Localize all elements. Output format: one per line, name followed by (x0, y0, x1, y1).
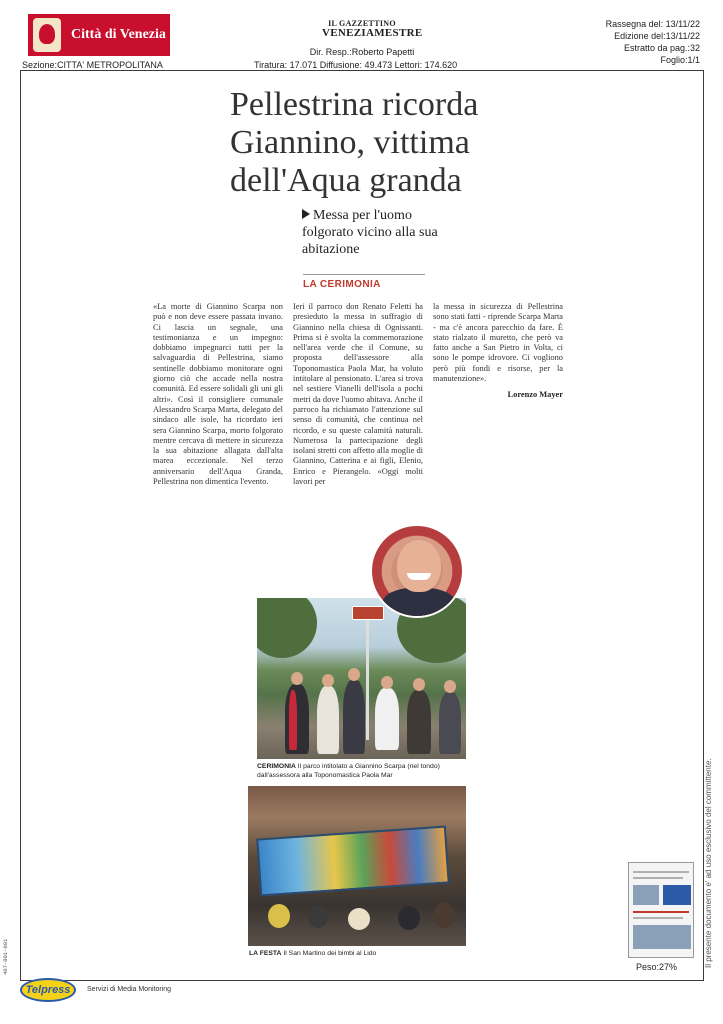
thumb-image (663, 885, 691, 905)
clipping-header (22, 10, 702, 72)
article-headline: Pellestrina ricorda Giannino, vittima dell'Aqua granda (230, 86, 479, 199)
person-head (444, 680, 456, 693)
section-label: Sezione:CITTA' METROPOLITANA (22, 60, 163, 70)
person-head (322, 674, 334, 687)
person-head (381, 676, 393, 689)
tree-shape (257, 598, 317, 658)
subhead-text: Messa per l'uomo folgorato vicino alla sua abitazione (302, 208, 438, 257)
telpress-text: Telpress (25, 984, 71, 996)
person-figure (317, 686, 339, 754)
logo-text: Città di Venezia (71, 27, 166, 42)
peso-value: Peso:27% (636, 962, 678, 972)
circulation-line: Tiratura: 17.071 Diffusione: 49.473 Lettori: 174.620 (254, 60, 458, 70)
person-figure (407, 690, 431, 754)
article-author: Lorenzo Mayer (507, 390, 563, 399)
person-figure (343, 680, 365, 754)
child-figure (434, 902, 454, 928)
publication-line-2: VENEZIAMESTRE (322, 27, 423, 39)
thumb-line (633, 917, 683, 919)
caption-text: Il parco intitolato a Giannino Scarpa (nel tondo) dall'assessora alla Toponomastica Paola Mar (257, 763, 440, 779)
caption-label: CERIMONIA (257, 763, 296, 770)
thumb-line (633, 871, 689, 873)
caption-text: Il San Martino dei bimbi al Lido (283, 950, 377, 957)
person-head (348, 668, 360, 681)
publication-name (322, 19, 423, 39)
triangle-bullet-icon (302, 209, 310, 219)
child-figure (268, 904, 290, 928)
sash-figure (289, 690, 297, 750)
article-column-1: «La morte di Giannino Scarpa non può e non deve essere passata invano. Ci lascia un segnale, una testimonianza e un impegno: dobbiamo impegnarci tutti per la salvaguardia di Pellestrina, siamo sentinelle dobbiamo monitorare ogni giorno ciò che accade nella nostra comunità. Ed essere solidali gli uni gli altri». Così il consigliere comunale Alessandro Scarpa Marta, delegato del sindaco alle isole, ha ricordato ieri sera Giannino Scarpa, morto folgorato mentre cercava di mettere in sicurezza la sua abitazione allagata dall'alta marea eccezionale. Nel terzo anniversario dell'Aqua Granda, Pellestrina non dimentica l'evento. (153, 302, 283, 487)
page-thumbnail (628, 862, 694, 958)
ceremony-caption (257, 762, 467, 780)
rassegna-date: Rassegna del: 13/11/22 (605, 19, 700, 29)
article-subhead (302, 207, 462, 258)
person-head (291, 672, 303, 685)
giannino-portrait-inset (370, 524, 464, 618)
article-column-2: Ieri il parroco don Renato Feletti ha presieduto la messa in suffragio di Giannino nella chiesa di Ognissanti. Prima si è svolta la commemorazione nell'area verde che il Comune, su proposta dell'assessore alla Toponomastica Paola Mar, ha voluto intitolare al pensionato. L'area si trova nel sestiere Vianelli dell'isola a pochi metri da dove l'uomo abitava. Anche il parroco ha richiamato l'attenzione sul senso di comunità, che continua nel ricordo, e su queste calamità naturali. Numerosa la partecipazione degli isolani stretti con affetto alla moglie di Giannino, Catterina e ai figli, Elenio, Enrico e Pierangelo. «Oggi molti lavori per (293, 302, 423, 487)
child-figure (308, 906, 328, 928)
festa-photo (248, 786, 466, 946)
article-column-3: la messa in sicurezza di Pellestrina sono stati fatti - riprende Scarpa Marta - ma c'è ancora parecchio da fare. È stato rialzato il muretto, che però va fatto anche a San Pietro in Volta, ci sono le pompe idrovore. Ci vogliono però più fondi e risorse, per la manutenzione». (433, 302, 563, 384)
citta-di-venezia-logo (28, 14, 170, 56)
caption-label: LA FESTA (249, 950, 282, 957)
footer-text: Servizi di Media Monitoring (87, 986, 172, 993)
edizione-date: Edizione del:13/11/22 (614, 31, 700, 41)
article-kicker: LA CERIMONIA (303, 279, 381, 290)
person-head (413, 678, 425, 691)
clipping-meta (606, 18, 700, 66)
child-figure (348, 908, 370, 930)
foglio: Foglio:1/1 (660, 55, 700, 65)
telpress-logo (20, 978, 76, 1002)
estratto-page: Estratto da pag.:32 (623, 43, 700, 53)
portrait-face (397, 540, 441, 592)
kicker-divider (303, 274, 425, 275)
portrait-body (382, 588, 456, 618)
thumb-line (633, 911, 689, 913)
child-figure (398, 906, 420, 930)
street-sign (352, 606, 384, 620)
festa-caption (249, 950, 459, 957)
thumb-line (633, 877, 683, 879)
director-line: Dir. Resp.:Roberto Papetti (309, 47, 415, 57)
person-figure (439, 692, 461, 754)
document-code: 407-001-001 (2, 938, 9, 975)
ceremony-photo (257, 598, 466, 759)
sign-pole (366, 620, 369, 740)
usage-note: Il presente documento e' ad uso esclusivo del committente. (704, 758, 713, 968)
painted-banner (256, 825, 450, 896)
publication-line-1: IL GAZZETTINO (328, 19, 396, 28)
venice-seal-icon (33, 18, 61, 52)
portrait-smile (407, 573, 431, 580)
thumb-image (633, 885, 659, 905)
person-figure (375, 688, 399, 750)
thumb-image (633, 925, 691, 949)
